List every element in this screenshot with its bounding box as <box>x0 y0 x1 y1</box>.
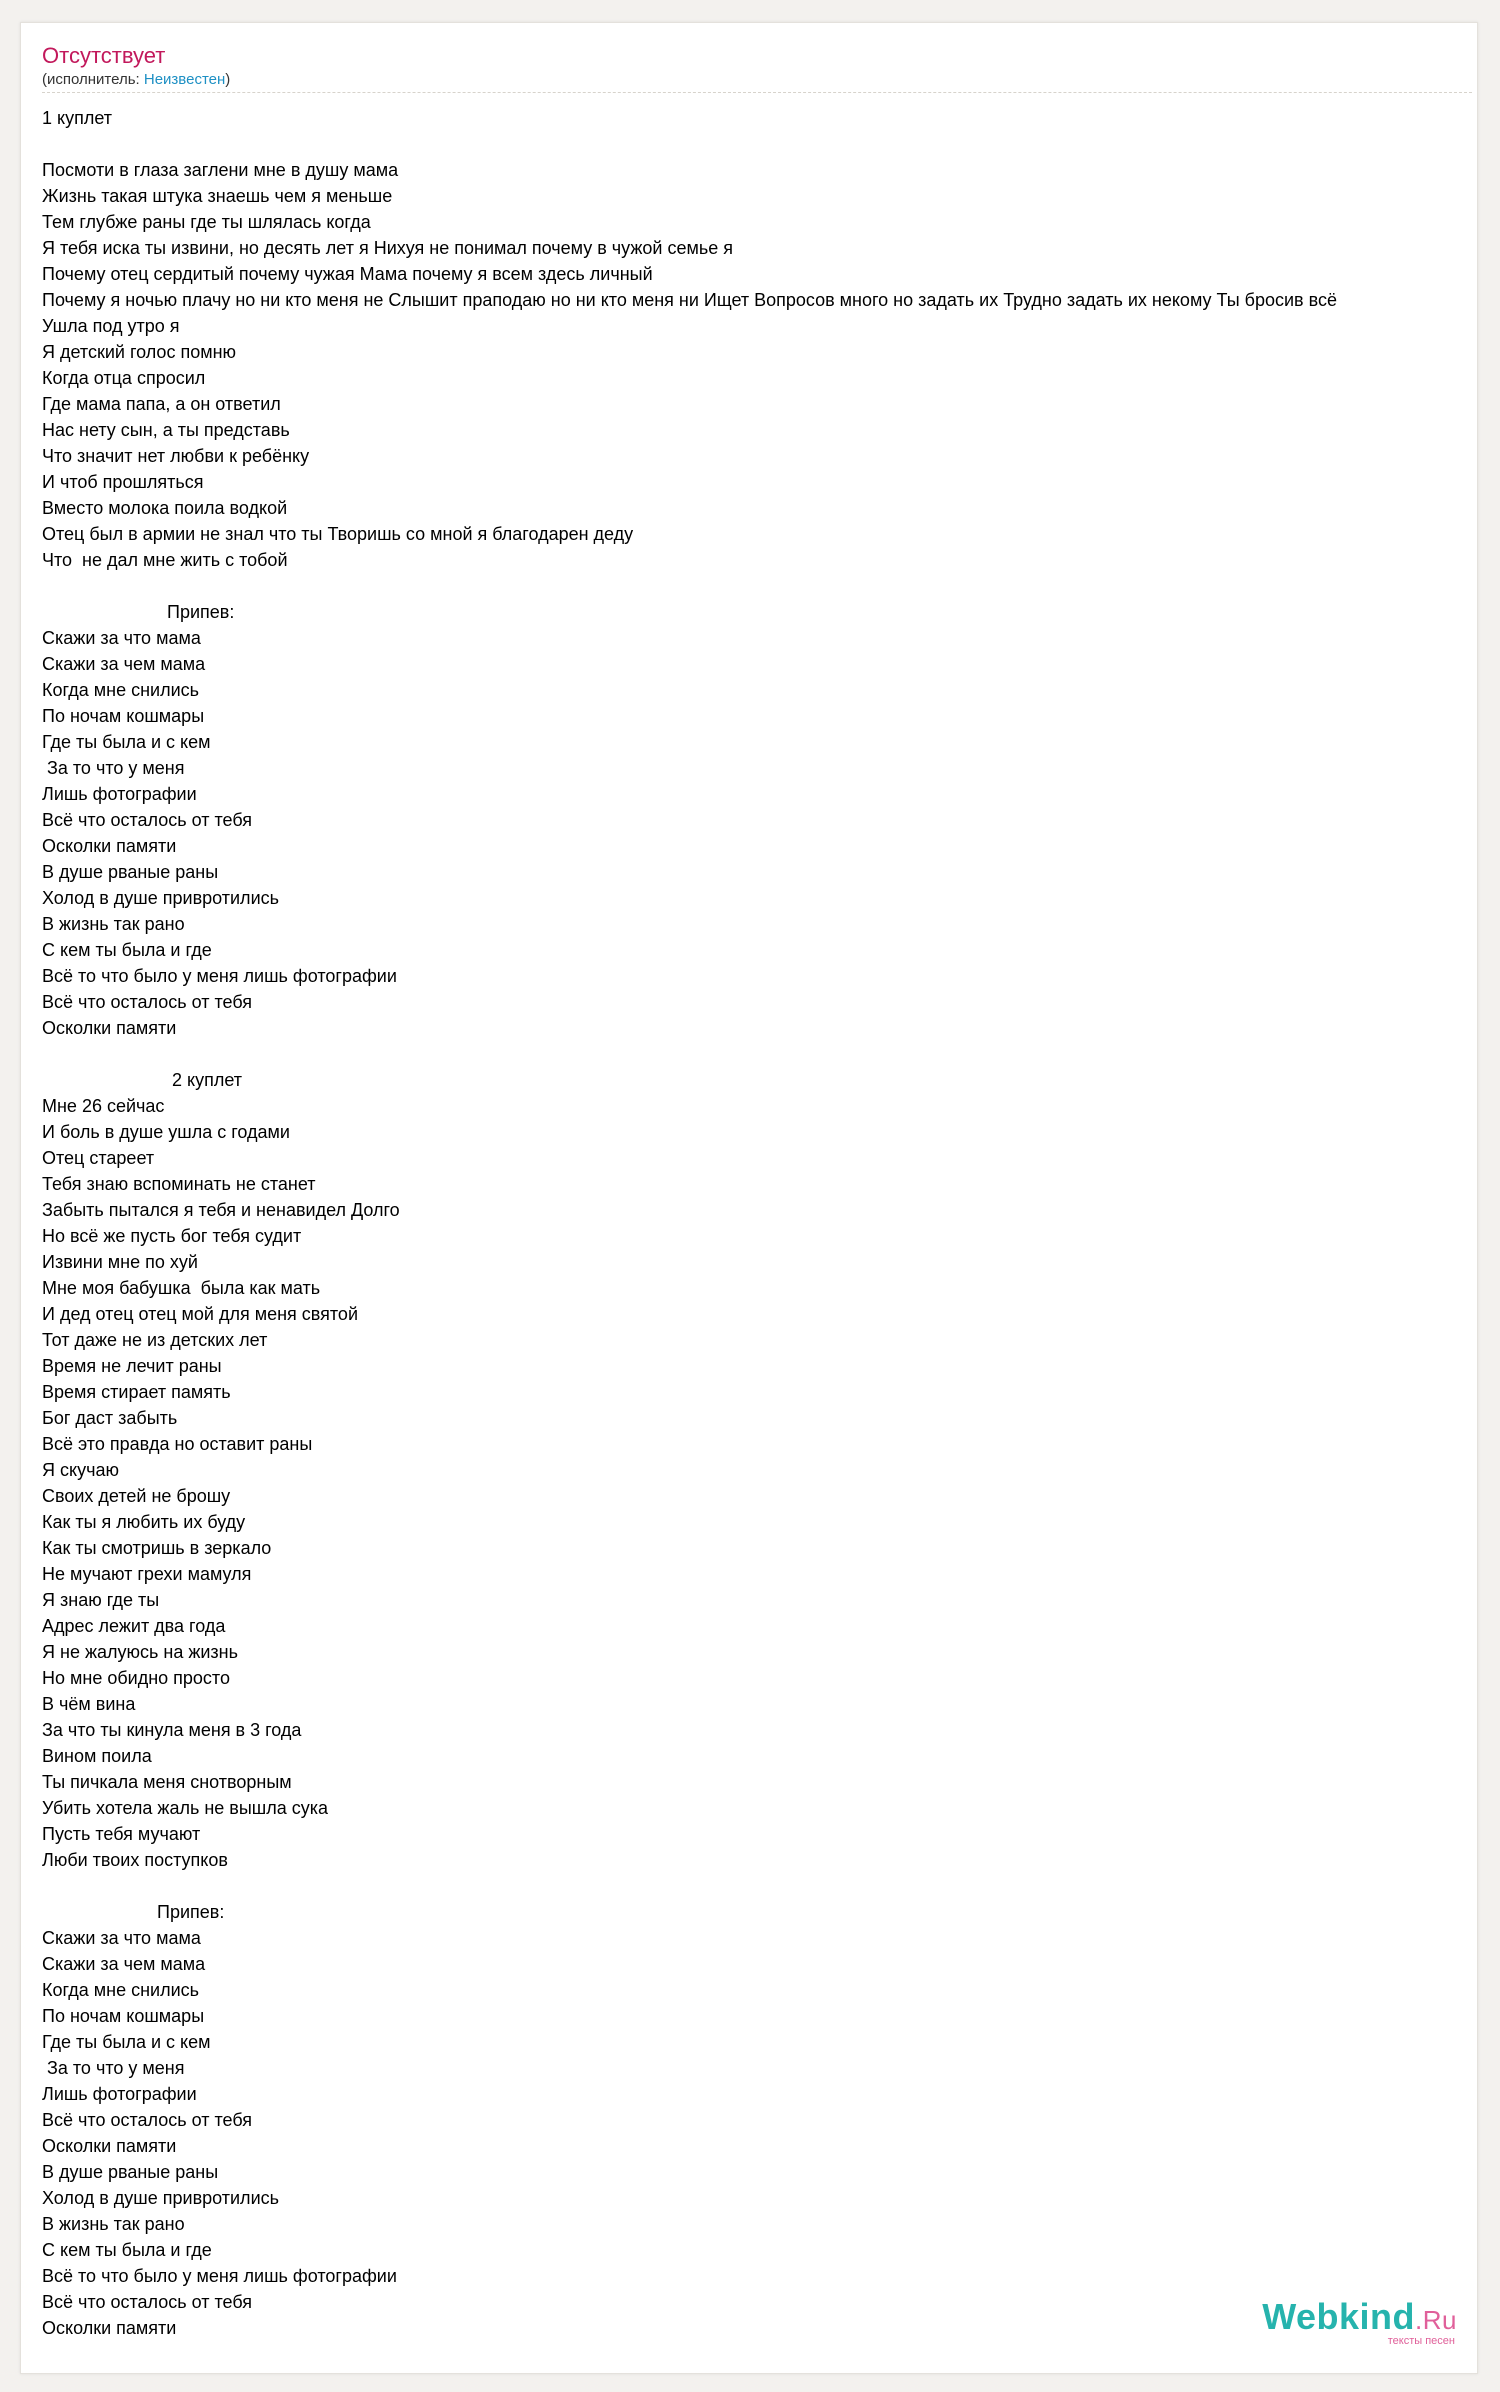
lyric-line: Вместо молока поила водкой <box>42 498 288 518</box>
lyric-line: Лишь фотографии <box>42 784 197 804</box>
lyric-line: Припев: <box>42 1902 225 1922</box>
lyric-line: Скажи за чем мама <box>42 654 206 674</box>
logo-tagline: тексты песен <box>1387 2335 1455 2347</box>
lyric-line: Я скучаю <box>42 1460 119 1480</box>
lyric-line: Я детский голос помню <box>42 342 237 362</box>
lyric-line: Я не жалуюсь на жизнь <box>42 1642 239 1662</box>
site-logo[interactable] <box>1262 2298 1457 2347</box>
lyric-line: Где ты была и с кем <box>42 732 211 752</box>
lyric-line: Ты пичкала меня снотворным <box>42 1772 292 1792</box>
lyric-line <box>42 1041 1478 1067</box>
artist-link[interactable]: Неизвестен <box>143 71 226 88</box>
lyric-line: Как ты смотришь в зеркало <box>42 1538 272 1558</box>
lyric-line: По ночам кошмары <box>42 706 205 726</box>
lyric-line: Всё то что было у меня лишь фотографии <box>42 966 397 986</box>
lyric-line: За то что у меня <box>42 758 185 778</box>
lyric-line: В жизнь так рано <box>42 914 185 934</box>
lyric-line: Осколки памяти <box>42 1018 177 1038</box>
lyric-line: Припев: <box>42 602 235 622</box>
lyric-line: Убить хотела жаль не вышла сука <box>42 1798 329 1818</box>
lyric-line: И дед отец отец мой для меня святой <box>42 1304 359 1324</box>
lyric-line: Время не лечит раны <box>42 1356 222 1376</box>
logo-wordmark <box>1262 2298 1457 2339</box>
lyric-line: Бог даст забыть <box>42 1408 178 1428</box>
lyric-line: Осколки памяти <box>42 2318 177 2338</box>
lyric-line: Посмоти в глаза заглени мне в душу мама <box>42 160 399 180</box>
lyric-line: Забыть пытался я тебя и ненавидел Долго <box>42 1200 400 1220</box>
lyric-line: Скажи за что мама <box>42 628 201 648</box>
lyric-line: И чтоб прошляться <box>42 472 204 492</box>
lyric-line: Ушла под утро я <box>42 316 180 336</box>
lyric-line: Когда мне снились <box>42 1980 200 2000</box>
lyric-line <box>42 1873 1478 1899</box>
logo-tld: .Ru <box>1415 2305 1457 2335</box>
lyric-line: Всё то что было у меня лишь фотографии <box>42 2266 397 2286</box>
lyric-line: Мне моя бабушка была как мать <box>42 1278 321 1298</box>
lyric-line: Где мама папа, а он ответил <box>42 394 281 414</box>
lyric-line: Я знаю где ты <box>42 1590 160 1610</box>
lyric-line: В чём вина <box>42 1694 136 1714</box>
lyric-line: За то что у меня <box>42 2058 185 2078</box>
divider <box>42 92 1472 93</box>
lyric-line: Почему отец сердитый почему чужая Мама почему я всем здесь личный <box>42 264 653 284</box>
lyric-line: С кем ты была и где <box>42 940 212 960</box>
lyric-line: Как ты я любить их буду <box>42 1512 246 1532</box>
lyric-line <box>42 573 1478 599</box>
lyric-line: Извини мне по хуй <box>42 1252 198 1272</box>
lyric-line: Всё это правда но оставит раны <box>42 1434 313 1454</box>
lyric-line: Где ты была и с кем <box>42 2032 211 2052</box>
lyric-line: 1 куплет <box>42 108 112 128</box>
lyric-line: Люби твоих поступков <box>42 1850 228 1870</box>
lyric-line: Осколки памяти <box>42 2136 177 2156</box>
lyric-line: Тот даже не из детских лет <box>42 1330 268 1350</box>
lyric-line: Скажи за чем мама <box>42 1954 206 1974</box>
lyrics-body <box>42 105 1478 2341</box>
lyric-line: Тебя знаю вспоминать не станет <box>42 1174 316 1194</box>
lyric-line: Когда отца спросил <box>42 368 206 388</box>
lyric-line: Жизнь такая штука знаешь чем я меньше <box>42 186 393 206</box>
lyric-line: В душе рваные раны <box>42 862 219 882</box>
lyric-line: Я тебя иска ты извини, но десять лет я Нихуя не понимал почему в чужой семье я <box>42 238 733 258</box>
song-title: Отсутствует <box>42 43 166 68</box>
lyric-line: Но мне обидно просто <box>42 1668 230 1688</box>
lyric-line: Холод в душе привротились <box>42 2188 279 2208</box>
song-meta <box>42 71 230 89</box>
lyric-line: Адрес лежит два года <box>42 1616 226 1636</box>
lyric-line: Когда мне снились <box>42 680 200 700</box>
lyric-line: С кем ты была и где <box>42 2240 212 2260</box>
lyric-line: Пусть тебя мучают <box>42 1824 201 1844</box>
lyric-line: И боль в душе ушла с годами <box>42 1122 290 1142</box>
meta-prefix: (исполнитель: <box>42 71 144 88</box>
lyric-line: 2 куплет <box>42 1070 243 1090</box>
lyric-line: Не мучают грехи мамуля <box>42 1564 252 1584</box>
lyric-line: Всё что осталось от тебя <box>42 2292 252 2312</box>
lyric-line: Всё что осталось от тебя <box>42 992 252 1012</box>
lyric-line <box>42 131 1478 157</box>
lyric-line: Что значит нет любви к ребёнку <box>42 446 310 466</box>
lyric-line: Отец был в армии не знал что ты Творишь со мной я благодарен деду <box>42 524 634 544</box>
meta-suffix: ) <box>225 71 231 88</box>
lyric-line: Всё что осталось от тебя <box>42 2110 252 2130</box>
lyric-line: Почему я ночью плачу но ни кто меня не Слышит праподаю но ни кто меня ни Ищет Вопросов много но задать их Трудно задать их некому Ты бросив всё <box>42 290 1337 310</box>
lyric-line: Мне 26 сейчас <box>42 1096 165 1116</box>
lyric-line: Отец стареет <box>42 1148 155 1168</box>
lyric-line: Холод в душе привротились <box>42 888 279 908</box>
lyric-line: Тем глубже раны где ты шлялась когда <box>42 212 371 232</box>
logo-name: Webkind <box>1262 2296 1416 2337</box>
lyric-line: Вином поила <box>42 1746 152 1766</box>
lyric-line: Лишь фотографии <box>42 2084 197 2104</box>
lyrics-card <box>20 22 1478 2374</box>
lyric-line: По ночам кошмары <box>42 2006 205 2026</box>
lyric-line: Что не дал мне жить с тобой <box>42 550 288 570</box>
lyric-line: Время стирает память <box>42 1382 231 1402</box>
lyric-line: В жизнь так рано <box>42 2214 185 2234</box>
lyric-line: За что ты кинула меня в 3 года <box>42 1720 302 1740</box>
lyric-line: Своих детей не брошу <box>42 1486 231 1506</box>
lyric-line: Осколки памяти <box>42 836 177 856</box>
lyric-line: Нас нету сын, а ты представь <box>42 420 290 440</box>
lyric-line: Скажи за что мама <box>42 1928 201 1948</box>
lyric-line: Всё что осталось от тебя <box>42 810 252 830</box>
lyric-line: Но всё же пусть бог тебя судит <box>42 1226 302 1246</box>
lyric-line: В душе рваные раны <box>42 2162 219 2182</box>
